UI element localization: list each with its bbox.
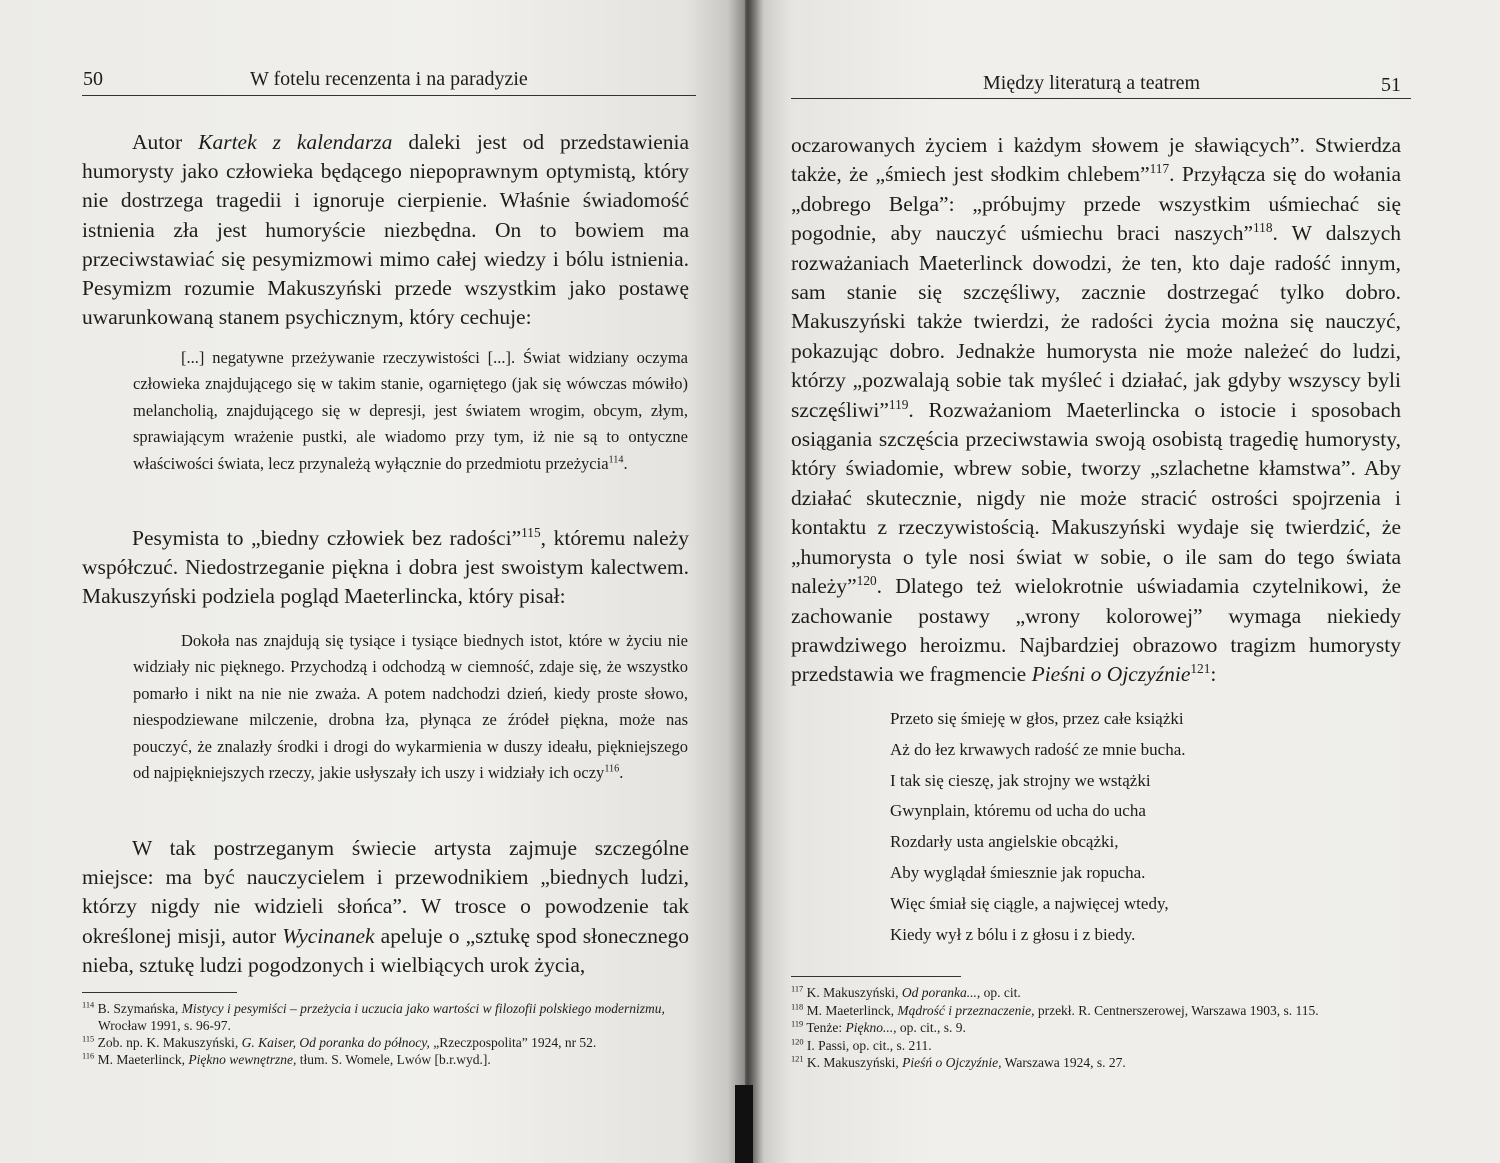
- footnote-rule: [82, 992, 237, 993]
- footnote: $^{114}$ B. Szymańska, Mistycy i pesymiści – przeżycia i uczucia jako wartości w filozofii polskiego modernizmu, Wrocław 1991, s. 96-97.: [82, 1000, 665, 1033]
- poem-line: Przeto się śmieję w głos, przez całe książki: [890, 709, 1184, 728]
- footnotes-right: [791, 984, 1401, 1072]
- footnote: $^{118}$ M. Maeterlinck, Mądrość i przeznaczenie, przekł. R. Centnerszerowej, Warszawa 1903, s. 115.: [791, 1002, 1319, 1018]
- footnote: $^{116}$ M. Maeterlinck, Piękno wewnętrzne, tłum. S. Womele, Lwów [b.r.wyd.].: [82, 1051, 491, 1067]
- footnotes-left: [82, 1000, 689, 1068]
- book-spine-edge: [735, 1085, 753, 1163]
- poem-line: Aż do łez krwawych radość ze mnie bucha.: [890, 739, 1186, 759]
- page-number: 51: [1381, 74, 1401, 96]
- paragraph-1: Autor Kartek z kalendarza daleki jest od przedstawienia humorysty jako człowieka będącego niepoprawnym optymistą, który nie dostrzega tragedii i ignoruje cierpienie. Właśnie świadomość istnienia zła jest humoryście niezbędna. On to bowiem ma przeciwstawiać się pesymizmowi mimo całej wiedzy i bólu istnienia. Pesymizm rozumie Makuszyński przede wszystkim jako postawę uwarunkowaną stanem psychicznym, który cechuje:: [82, 130, 689, 330]
- right-page: [745, 0, 1500, 1163]
- paragraph-3: W tak postrzeganym świecie artysta zajmuje szczególne miejsce: ma być nauczycielem i przewodnikiem „biednych ludzi, którzy nigdy nie widzieli słońca”. W trosce o powodzenie tak określonej misji, autor Wycinanek apeluje o „sztukę spod słonecznego nieba, sztukę ludzi pogodzonych i wielbiących urok życia,: [82, 836, 690, 977]
- block-quote-2: Dokoła nas znajdują się tysiące i tysiące biednych istot, które w życiu nie widziały nic pięknego. Przychodzą i odchodzą w ciemność, zdaje się, że wszystko pomarło i nikt na nie nie zważa. A potem nadchodzi dzień, kiedy proste słowo, niespodziewane milczenie, drobna łza, płynąca ze źródeł piękna, może nas pouczyć, że znalazły środki i drogi do wykarmienia w duszy ideału, piękniejszego od najpiękniejszych rzeczy, jakie usłyszały ich uszy i widziały ich oczy$^{116}$.: [133, 631, 688, 783]
- paragraph-1: oczarowanych życiem i każdym słowem je sławiących”. Stwierdza także, że „śmiech jest słodkim chlebem”$^{117}$. Przyłącza się do wołania „dobrego Belga”: „próbujmy przede wszystkim uśmiechać się pogodnie, aby nauczyć uśmiechu braci naszych”$^{118}$. W dalszych rozważaniach Maeterlinck dowodzi, że ten, kto daje radość innym, sam stanie się szczęśliwy, zacznie dostrzegać tylko dobro. Makuszyński także twierdzi, że radości życia można się nauczyć, pokazując dobro. Jednakże humorysta nie może należeć do ludzi, którzy „pozwalają sobie tak myśleć i działać, jak gdyby wszyscy byli szczęśliwi”$^{119}$. Rozważaniom Maeterlincka o istocie i sposobach osiągania szczęścia przeciwstawia swoją osobistą tragedię humorysty, który świadomie, wbrew sobie, tworzy „szlachetne kłamstwa”. Aby działać skutecznie, nigdy nie może stracić ostrości spojrzenia i kontaktu z rzeczywistością. Makuszyński wydaje się twierdzić, że „humorysta o tyle nosi świat w sobie, o ile sam do tego świata należy”$^{120}$. Dlatego też wielokrotnie uświadamia czytelnikowi, że zachowanie postawy „wrony kolorowej” wymaga niekiedy prawdziwego heroizmu. Najbardziej obrazowo tragizm humorysty przedstawia we fragmencie Pieśni o Ojczyźnie$^{121}$:: [791, 133, 1402, 687]
- footnote: $^{120}$ I. Passi, op. cit., s. 211.: [791, 1037, 932, 1053]
- book-spine-shadow: [728, 0, 764, 1163]
- running-head: Między literaturą a teatrem: [983, 72, 1201, 94]
- header-rule: [791, 98, 1411, 99]
- poem-line: I tak się cieszę, jak strojny we wstążki: [890, 770, 1151, 790]
- poem-line: Kiedy wył z bólu i z głosu i z biedy.: [890, 924, 1136, 944]
- footnote: $^{119}$ Tenże: Piękno..., op. cit., s. 9.: [791, 1019, 966, 1035]
- header-rule: [82, 95, 696, 96]
- poem-line: Więc śmiał się ciągle, a najwięcej wtedy,: [890, 893, 1169, 913]
- poem-line: Aby wyglądał śmiesznie jak ropucha.: [890, 862, 1146, 882]
- poem-line: Gwynplain, któremu od ucha do ucha: [890, 801, 1146, 821]
- poem: [890, 704, 1390, 950]
- footnote: $^{115}$ Zob. np. K. Makuszyński, G. Kaiser, Od poranka do północy, „Rzeczpospolita” 1924, nr 52.: [82, 1034, 597, 1050]
- block-quote-1: [...] negatywne przeżywanie rzeczywistości [...]. Świat widziany oczyma człowieka znajdującego się w takim stanie, ogarniętego (jak się wówczas mówiło) melancholią, znajdującego się w depresji, jest światem wrogim, obcym, złym, sprawiającym wrażenie pustki, ale wiadomo przy tym, iż nie są to ontyczne właściwości świata, lecz przynależą wyłącznie do przedmiotu przeżycia$^{114}$.: [133, 348, 688, 473]
- footnote: $^{121}$ K. Makuszyński, Pieśń o Ojczyźnie, Warszawa 1924, s. 27.: [791, 1054, 1126, 1070]
- page-number: 50: [83, 68, 103, 90]
- footnote: $^{117}$ K. Makuszyński, Od poranka..., op. cit.: [791, 984, 1021, 1000]
- running-head: W fotelu recenzenta i na paradyzie: [250, 68, 528, 90]
- footnote-rule: [791, 976, 961, 977]
- poem-line: Rozdarły usta angielskie obcążki,: [890, 832, 1119, 852]
- paragraph-2: Pesymista to „biedny człowiek bez radości”$^{115}$, któremu należy współczuć. Niedostrzeganie piękna i dobra jest swoistym kalectwem. Makuszyński podziela pogląd Maeterlincka, który pisał:: [82, 524, 689, 609]
- left-page: [0, 0, 745, 1163]
